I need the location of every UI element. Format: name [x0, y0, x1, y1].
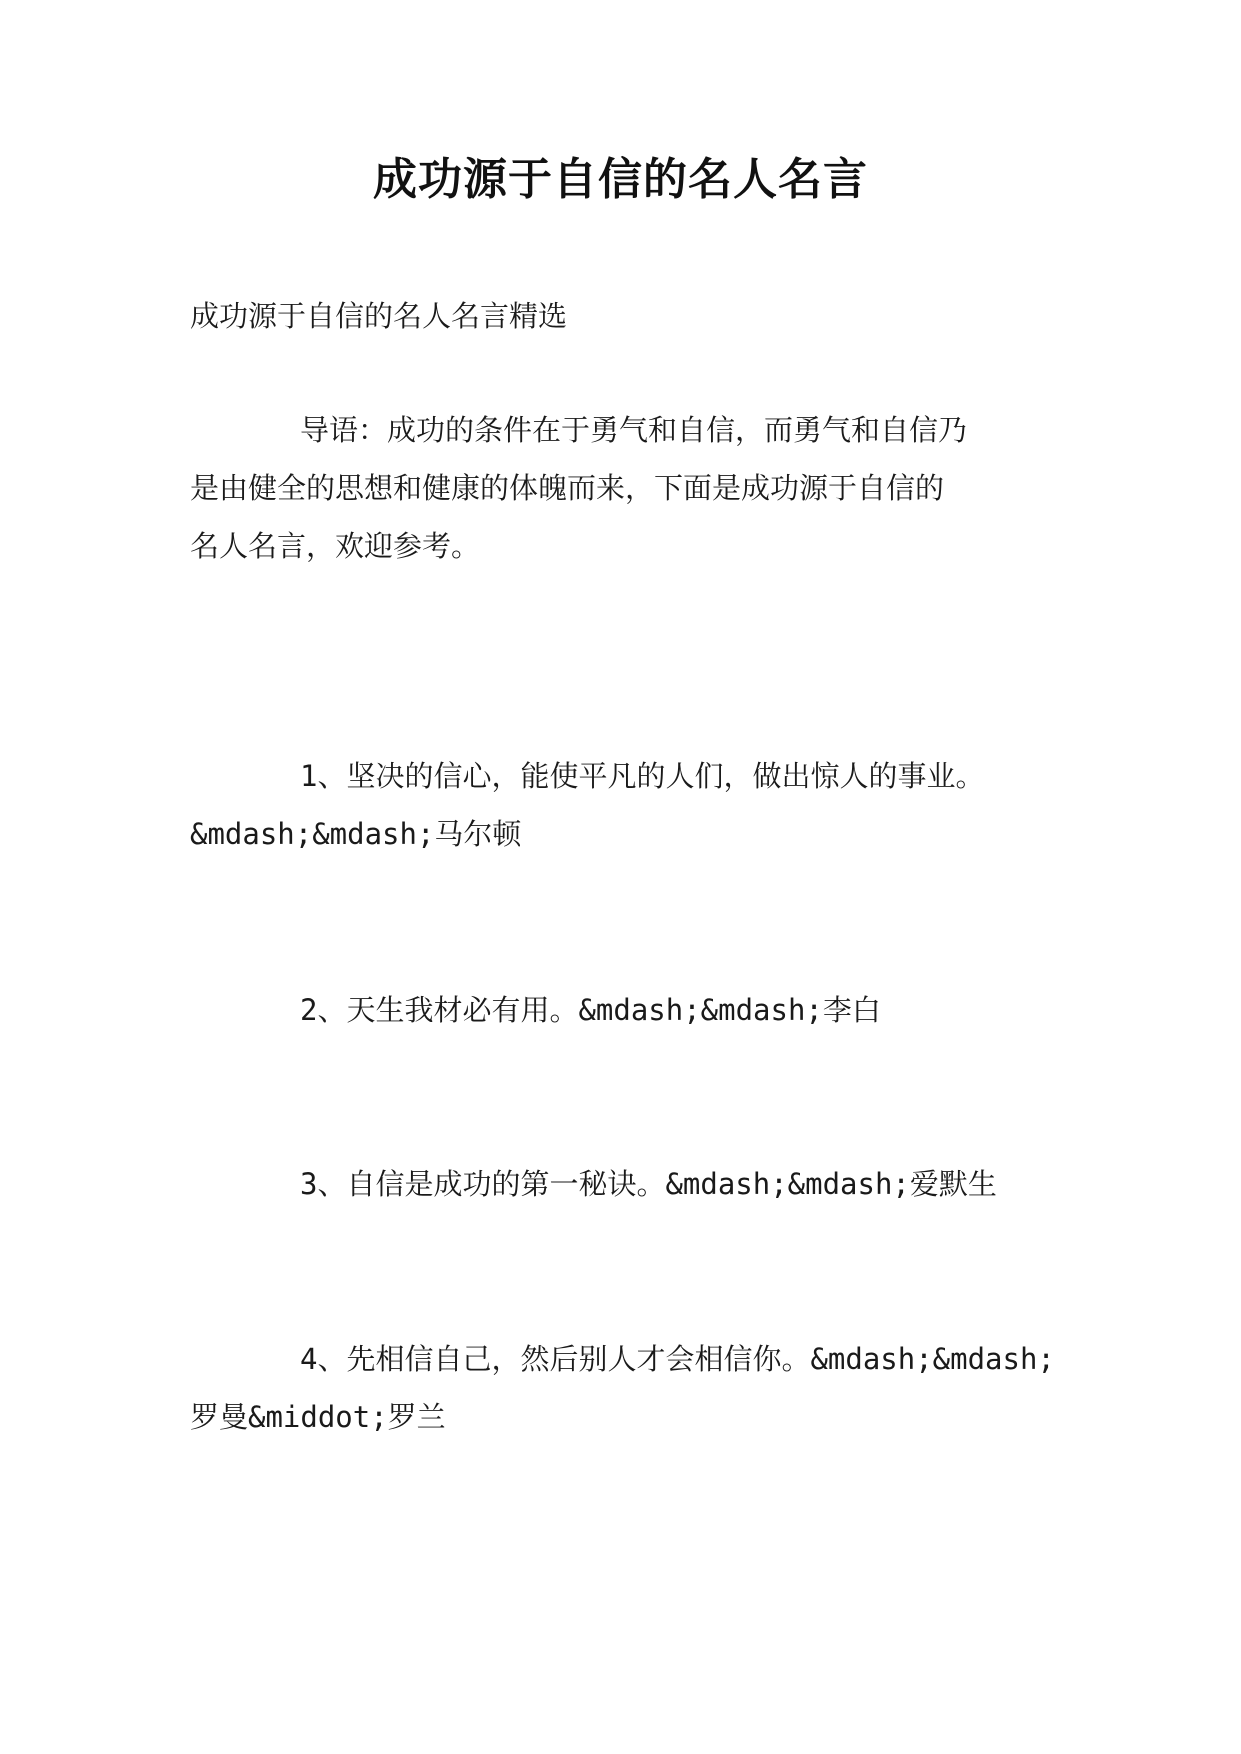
quote-1-line-1: 1、坚决的信心，能使平凡的人们，做出惊人的事业。 [300, 759, 985, 793]
quote-4-line-1: 4、先相信自己，然后别人才会相信你。&mdash;&mdash; [300, 1342, 1055, 1376]
intro-line-2: 是由健全的思想和健康的体魄而来，下面是成功源于自信的 [190, 471, 945, 505]
quote-4-line-2: 罗曼&middot;罗兰 [190, 1400, 446, 1434]
intro-line-3: 名人名言，欢迎参考。 [190, 529, 481, 563]
quote-2-line-1: 2、天生我材必有用。&mdash;&mdash;李白 [300, 993, 881, 1027]
page-title: 成功源于自信的名人名言 [373, 154, 868, 205]
document-subtitle: 成功源于自信的名人名言精选 [190, 299, 568, 333]
intro-line-1: 导语：成功的条件在于勇气和自信，而勇气和自信乃 [300, 413, 968, 447]
quote-3-line-1: 3、自信是成功的第一秘诀。&mdash;&mdash;爱默生 [300, 1167, 997, 1201]
quote-1-line-2: &mdash;&mdash;马尔顿 [190, 817, 522, 851]
